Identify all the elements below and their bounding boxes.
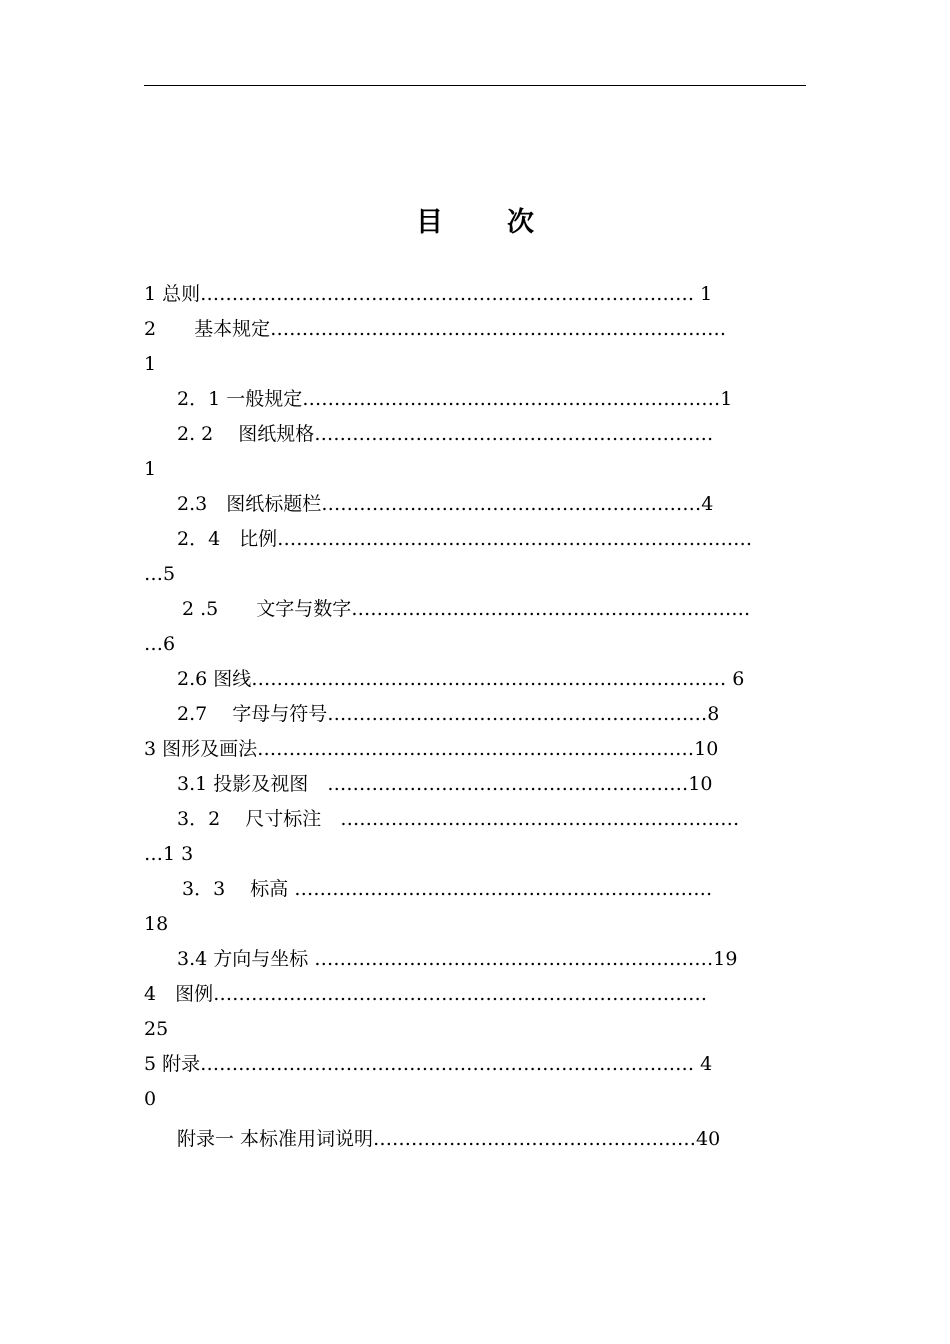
toc-entry-text-numbers[interactable]: 2 .5 文字与数字……………………………………………………… bbox=[182, 598, 751, 620]
toc-entry-dimensions[interactable]: 3．2 尺寸标注 ……………………………………………………… bbox=[177, 808, 740, 830]
toc-entry-scale-page: …5 bbox=[144, 563, 176, 585]
toc-entry-basic-rules[interactable]: 2 基本规定……………………………………………………………… bbox=[144, 318, 727, 340]
toc-entry-general[interactable]: 1 总则…………………………………………………………………… 1 bbox=[144, 283, 713, 305]
toc-entry-letters-symbols[interactable]: 2.7 字母与符号……………………………………………………8 bbox=[177, 703, 720, 725]
toc-entry-legend[interactable]: 4 图例…………………………………………………………………… bbox=[144, 983, 708, 1005]
title-char-left: 目 bbox=[416, 207, 443, 238]
toc-entry-appendix-one[interactable]: 附录一 本标准用词说明……………………………………………40 bbox=[177, 1128, 721, 1150]
toc-entry-general-rules[interactable]: 2．1 一般规定…………………………………………………………1 bbox=[177, 388, 733, 410]
toc-entry-direction-coordinates[interactable]: 3.4 方向与坐标 ………………………………………………………19 bbox=[177, 948, 738, 970]
toc-entry-appendix[interactable]: 5 附录…………………………………………………………………… 4 bbox=[144, 1053, 713, 1075]
toc-entry-elevation[interactable]: 3．3 标高 ………………………………………………………… bbox=[182, 878, 713, 900]
toc-entry-title-block[interactable]: 2.3 图纸标题栏……………………………………………………4 bbox=[177, 493, 714, 515]
title-char-right: 次 bbox=[507, 207, 534, 238]
toc-entry-appendix-page: 0 bbox=[144, 1088, 157, 1110]
toc-entry-graphics[interactable]: 3 图形及画法……………………………………………………………10 bbox=[144, 738, 719, 760]
toc-entry-legend-page: 25 bbox=[144, 1018, 169, 1040]
toc-entry-basic-rules-page: 1 bbox=[144, 353, 157, 375]
toc-entry-projection[interactable]: 3.1 投影及视图 …………………………………………………10 bbox=[177, 773, 713, 795]
toc-entry-drawing-spec-page: 1 bbox=[144, 458, 157, 480]
toc-entry-text-numbers-page: …6 bbox=[144, 633, 176, 655]
toc-entry-elevation-page: 18 bbox=[144, 913, 169, 935]
toc-entry-lines[interactable]: 2.6 图线………………………………………………………………… 6 bbox=[177, 668, 745, 690]
toc-entry-dimensions-page: …1 3 bbox=[144, 843, 194, 865]
toc-entry-drawing-spec[interactable]: 2. 2 图纸规格……………………………………………………… bbox=[177, 423, 714, 445]
toc-entry-scale[interactable]: 2．4 比例………………………………………………………………… bbox=[177, 528, 753, 550]
